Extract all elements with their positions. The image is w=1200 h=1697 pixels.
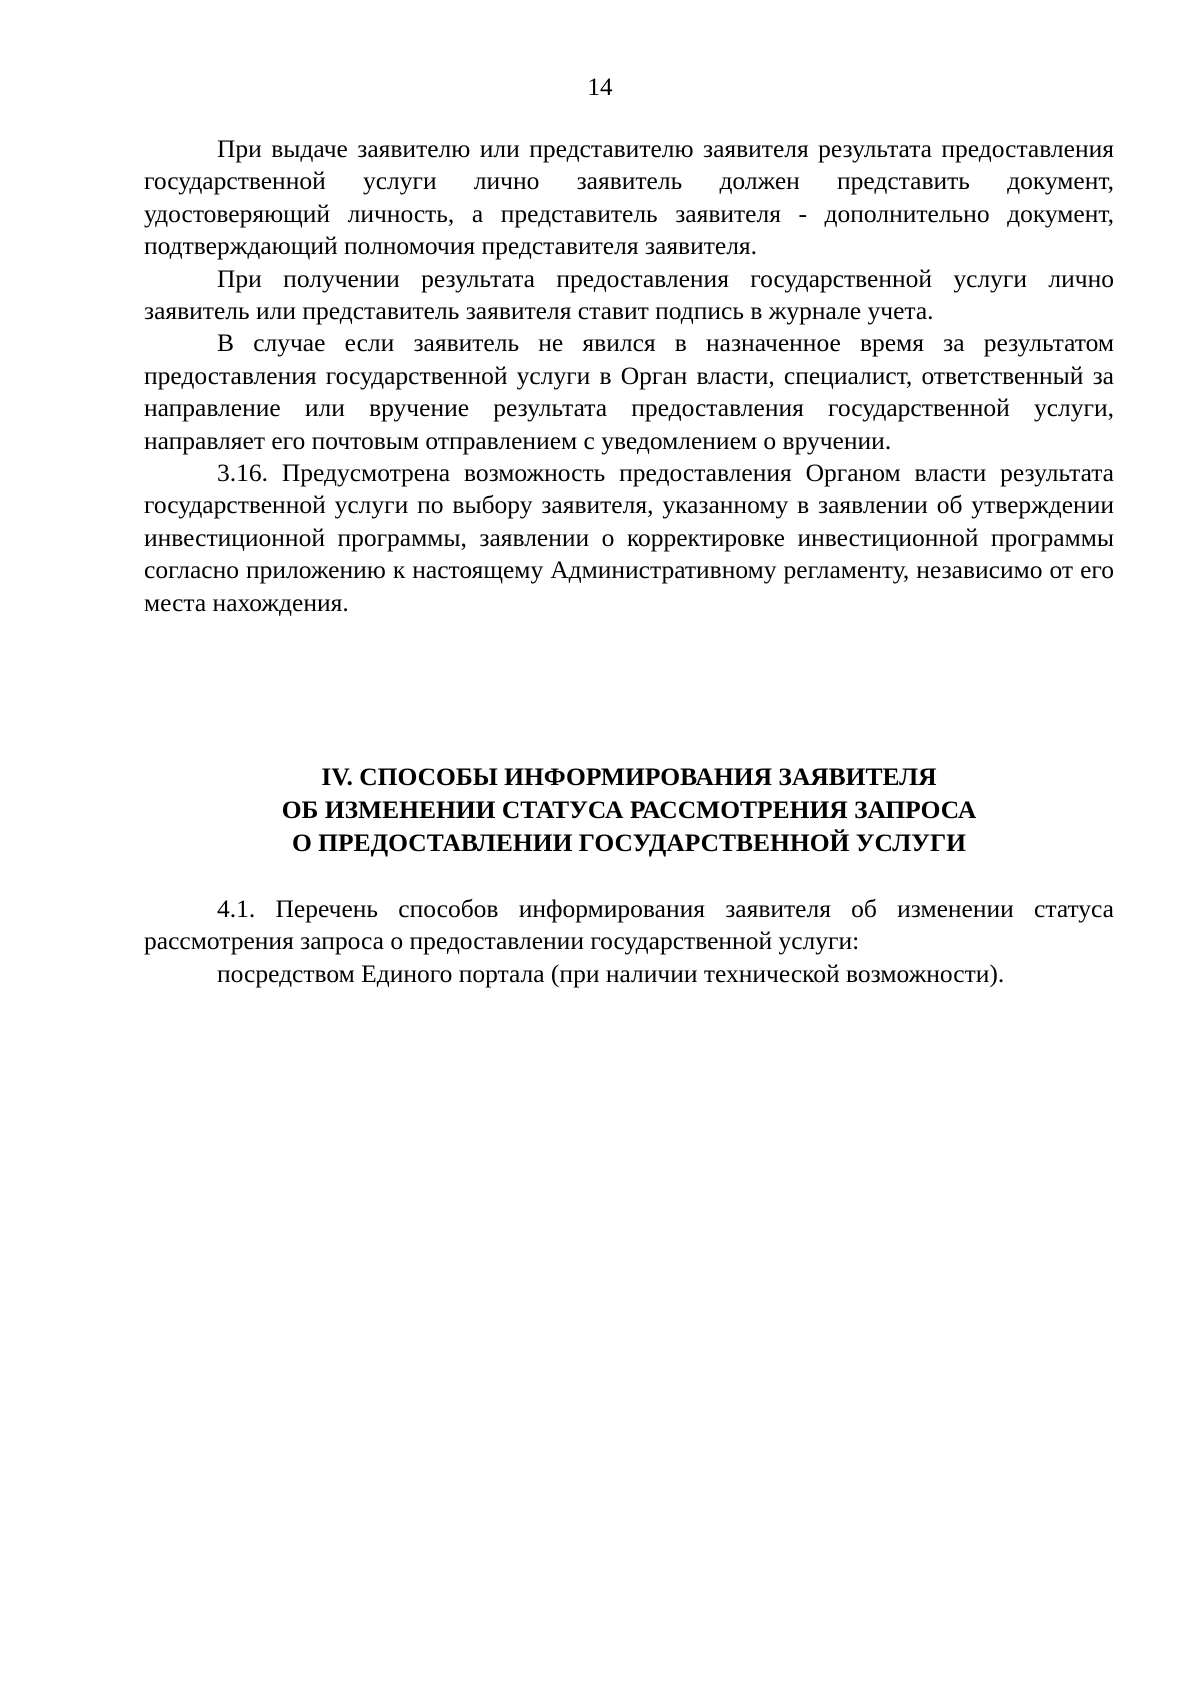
paragraph-4-1: 4.1. Перечень способов информирования заявителя об изменении статуса рассмотрения запроса о предоставлении государственной услуги: — [144, 894, 1114, 956]
paragraph-issuance-identity: При выдаче заявителю или представителю заявителя результата предоставления государственной услуги лично заявитель должен представить документ, удостоверяющий личность, а представитель заявителя - дополнительно документ, подтверждающий полномочия представителя заявителя. — [144, 134, 1114, 261]
section-heading-line-3: О ПРЕДОСТАВЛЕНИИ ГОСУДАРСТВЕННОЙ УСЛУГИ — [291, 828, 967, 857]
paragraph-portal-method: посредством Единого портала (при наличии технической возможности). — [217, 958, 1005, 988]
section-heading — [144, 760, 1114, 859]
section-four-body — [144, 893, 1114, 990]
paragraph-3-16: 3.16. Предусмотрена возможность предоставления Органом власти результата государственной услуги по выбору заявителя, указанному в заявлении об утверждении инвестиционной программы, заявлении о корректировке инвестиционной программы согласно приложению к настоящему Административному регламенту, независимо от его места нахождения. — [144, 458, 1114, 617]
document-body — [144, 133, 1114, 619]
section-heading-line-2: ОБ ИЗМЕНЕНИИ СТАТУСА РАССМОТРЕНИЯ ЗАПРОСА — [281, 795, 977, 824]
paragraph-postal-delivery: В случае если заявитель не явился в назначенное время за результатом предоставления государственной услуги в Орган власти, специалист, ответственный за направление или вручение результата предоставления государственной услуги, направляет его почтовым отправлением с уведомлением о вручении. — [144, 328, 1114, 455]
section-heading-line-1: IV. СПОСОБЫ ИНФОРМИРОВАНИЯ ЗАЯВИТЕЛЯ — [321, 762, 937, 791]
paragraph-journal-signature: При получении результата предоставления государственной услуги лично заявитель или представитель заявителя ставит подпись в журнале учета. — [144, 263, 1114, 326]
page-number: 14 — [587, 74, 613, 101]
